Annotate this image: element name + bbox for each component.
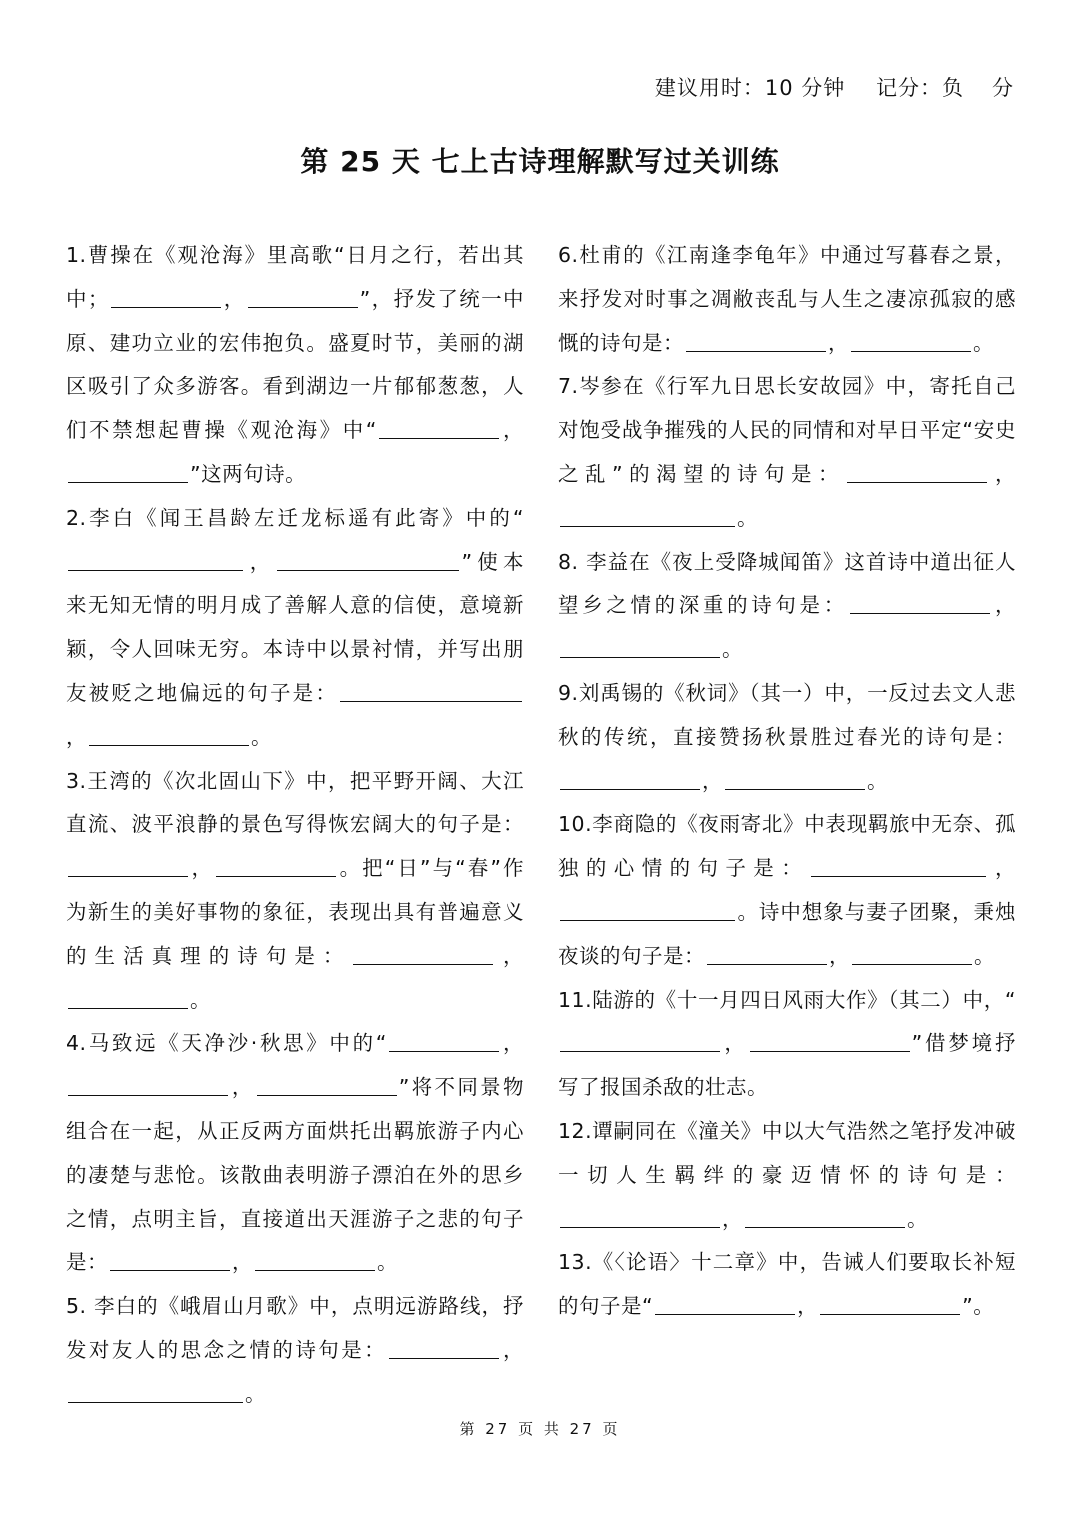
answer-blank[interactable] (68, 1401, 243, 1403)
question-6: 6.杜甫的《江南逢李龟年》中通过写暮春之景，来抒发对时事之凋敝丧乱与人生之凄凉孤寂的感慨的诗句是： ， 。 (558, 243, 1016, 355)
question-11: 11.陆游的《十一月四日风雨大作》（其二）中，“， ”借梦境抒写了报国杀敌的壮志。 (558, 987, 1016, 1100)
answer-blank[interactable] (340, 700, 522, 702)
answer-blank[interactable] (750, 1050, 910, 1052)
answer-blank[interactable] (68, 481, 188, 483)
question-12: 12.谭嗣同在《潼关》中以大气浩然之笔抒发冲破一切人生羁绊的豪迈情怀的诗句是：， 。 (558, 1118, 1016, 1231)
question-2: 2.李白《闻王昌龄左迁龙标遥有此寄》中的“， ”使本来无知无情的明月成了善解人意的信使，意境新颖，令人回味无穷。本诗中以景衬情，并写出朋友被贬之地偏远的句子是：， 。 (66, 505, 524, 749)
answer-blank[interactable] (389, 1050, 499, 1052)
question-7: 7.岑参在《行军九日思长安故园》中，寄托自己对饱受战争摧残的人民的同情和对早日平定“安史之乱”的渴望的诗句是： ，。 (558, 374, 1017, 530)
question-3: 3.王湾的《次北固山下》中，把平野开阔、大江直流、波平浪静的景色写得恢宏阔大的句子是：， 。把“日”与“春”作为新生的美好事物的象征，表现出具有普遍意义的生活真理的诗句是： ，。 (66, 768, 525, 1012)
answer-blank[interactable] (110, 1269, 230, 1271)
answer-blank[interactable] (111, 306, 221, 308)
answer-blank[interactable] (277, 569, 459, 571)
answer-blank[interactable] (707, 963, 827, 965)
answer-blank[interactable] (353, 963, 493, 965)
answer-blank[interactable] (725, 788, 865, 790)
answer-blank[interactable] (560, 919, 735, 921)
answer-blank[interactable] (686, 350, 826, 352)
answer-blank[interactable] (68, 875, 188, 877)
question-4: 4.马致远《天净沙·秋思》中的“ ，， ”将不同景物组合在一起，从正反两方面烘托出羁旅游子内心的凄楚与悲怆。该散曲表明游子漂泊在外的思乡之情，点明主旨，直接道出天涯游子之悲的句子是： ， 。 (66, 1031, 525, 1275)
answer-blank[interactable] (68, 1094, 228, 1096)
answer-blank[interactable] (68, 1007, 188, 1009)
answer-blank[interactable] (811, 875, 986, 877)
question-9: 9.刘禹锡的《秋词》（其一）中，一反过去文人悲秋的传统，直接赞扬秋景胜过春光的诗句是：， 。 (558, 680, 1016, 793)
question-1: 1.曹操在《观沧海》里高歌“日月之行，若出其中； ， ”，抒发了统一中原、建功立业的宏伟抱负。盛夏时节，美丽的湖区吸引了众多游客。看到湖边一片郁郁葱葱，人们不禁想起曹操《观沧海》中“ ，”这两句诗。 (66, 243, 525, 486)
answer-blank[interactable] (389, 1357, 499, 1359)
answer-blank[interactable] (216, 875, 336, 877)
left-column (66, 234, 524, 1417)
question-5: 5. 李白的《峨眉山月歌》中，点明远游路线，抒发对友人的思念之情的诗句是： ，。 (66, 1294, 525, 1406)
answer-blank[interactable] (560, 1050, 720, 1052)
suggested-time: 建议用时：10 分钟 (654, 76, 846, 100)
answer-blank[interactable] (257, 1094, 397, 1096)
right-column (558, 234, 1016, 1329)
answer-blank[interactable] (852, 963, 972, 965)
answer-blank[interactable] (847, 481, 987, 483)
answer-blank[interactable] (255, 1269, 375, 1271)
answer-blank[interactable] (655, 1313, 795, 1315)
answer-blank[interactable] (248, 306, 358, 308)
answer-blank[interactable] (560, 1226, 720, 1228)
question-8: 8. 李益在《夜上受降城闻笛》这首诗中道出征人望乡之情的深重的诗句是： ，。 (558, 549, 1017, 662)
score-unit: 分 (992, 76, 1014, 100)
answer-blank[interactable] (68, 569, 243, 571)
answer-blank[interactable] (850, 612, 990, 614)
answer-blank[interactable] (379, 437, 499, 439)
answer-blank[interactable] (560, 656, 720, 658)
page-footer: 第 27 页 共 27 页 (459, 1420, 621, 1438)
timing-score-line (655, 72, 1014, 102)
answer-blank[interactable] (560, 525, 735, 527)
answer-blank[interactable] (89, 744, 249, 746)
answer-blank[interactable] (745, 1226, 905, 1228)
page-title: 第 25 天 七上古诗理解默写过关训练 (300, 145, 780, 178)
question-13: 13.《〈论语〉十二章》中，告诫人们要取长补短的句子是“ ， ”。 (558, 1250, 1016, 1319)
answer-blank[interactable] (560, 788, 700, 790)
answer-blank[interactable] (820, 1313, 960, 1315)
answer-blank[interactable] (851, 350, 971, 352)
question-10: 10.李商隐的《夜雨寄北》中表现羁旅中无奈、孤独的心情的句子是： ，。诗中想象与妻子团聚，秉烛夜谈的句子是： ， 。 (558, 812, 1017, 968)
score-label: 记分：负 (876, 76, 964, 100)
